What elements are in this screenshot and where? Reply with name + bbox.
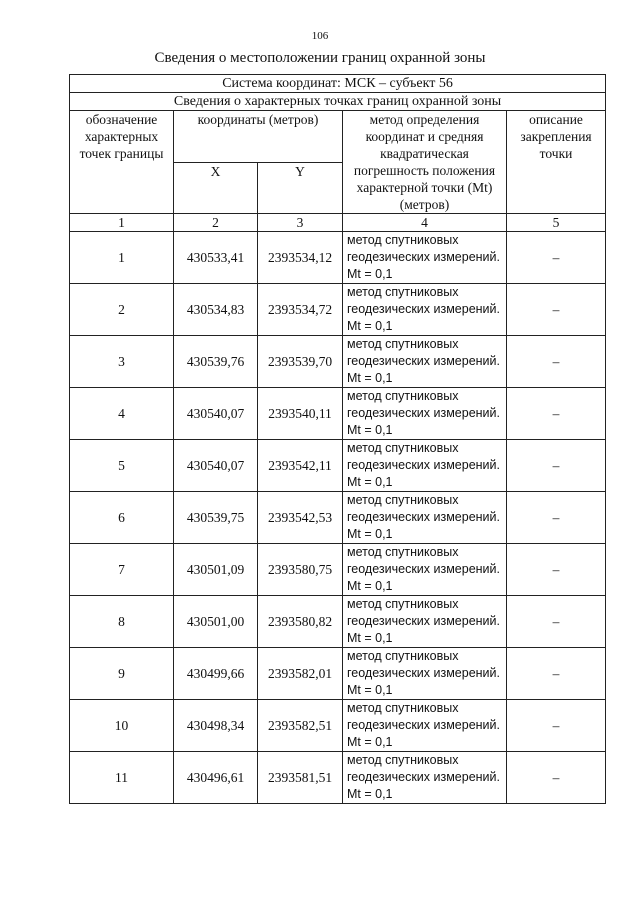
point-number-cell: 1	[70, 232, 174, 284]
x-coordinate-cell: 430501,00	[174, 596, 258, 648]
fixing-description-cell: –	[507, 752, 606, 804]
fixing-description-cell: –	[507, 544, 606, 596]
point-number-cell: 9	[70, 648, 174, 700]
method-cell: метод спутниковых геодезических измерений. Mt = 0,1	[343, 284, 507, 336]
point-number-cell: 8	[70, 596, 174, 648]
method-cell: метод спутниковых геодезических измерений. Mt = 0,1	[343, 492, 507, 544]
fixing-description-cell: –	[507, 388, 606, 440]
fixing-description-cell: –	[507, 648, 606, 700]
method-cell: метод спутниковых геодезических измерений. Mt = 0,1	[343, 596, 507, 648]
method-cell: метод спутниковых геодезических измерений. Mt = 0,1	[343, 752, 507, 804]
method-cell: метод спутниковых геодезических измерений. Mt = 0,1	[343, 544, 507, 596]
y-coordinate-cell: 2393580,75	[258, 544, 343, 596]
table-row	[70, 648, 606, 700]
fixing-description-cell: –	[507, 440, 606, 492]
y-coordinate-cell: 2393540,11	[258, 388, 343, 440]
method-cell: метод спутниковых геодезических измерений. Mt = 0,1	[343, 388, 507, 440]
y-coordinate-cell: 2393539,70	[258, 336, 343, 388]
x-coordinate-cell: 430533,41	[174, 232, 258, 284]
point-number-cell: 4	[70, 388, 174, 440]
header-fixing: описание закрепления точки	[507, 111, 606, 214]
fixing-description-cell: –	[507, 232, 606, 284]
x-coordinate-cell: 430501,09	[174, 544, 258, 596]
method-cell: метод спутниковых геодезических измерений. Mt = 0,1	[343, 232, 507, 284]
x-coordinate-cell: 430540,07	[174, 388, 258, 440]
fixing-description-cell: –	[507, 700, 606, 752]
point-number-cell: 6	[70, 492, 174, 544]
x-coordinate-cell: 430540,07	[174, 440, 258, 492]
fixing-description-cell: –	[507, 492, 606, 544]
method-cell: метод спутниковых геодезических измерений. Mt = 0,1	[343, 700, 507, 752]
point-number-cell: 3	[70, 336, 174, 388]
header-x: X	[174, 162, 258, 214]
y-coordinate-cell: 2393534,72	[258, 284, 343, 336]
column-number: 4	[343, 214, 507, 232]
fixing-description-cell: –	[507, 336, 606, 388]
fixing-description-cell: –	[507, 596, 606, 648]
fixing-description-cell: –	[507, 284, 606, 336]
x-coordinate-cell: 430534,83	[174, 284, 258, 336]
column-number: 1	[70, 214, 174, 232]
boundary-points-table	[69, 74, 606, 804]
x-coordinate-cell: 430496,61	[174, 752, 258, 804]
table-row	[70, 700, 606, 752]
column-number: 2	[174, 214, 258, 232]
x-coordinate-cell: 430498,34	[174, 700, 258, 752]
coord-system-caption: Система координат: МСК – субъект 56	[70, 75, 606, 93]
y-coordinate-cell: 2393542,53	[258, 492, 343, 544]
x-coordinate-cell: 430539,75	[174, 492, 258, 544]
point-number-cell: 11	[70, 752, 174, 804]
y-coordinate-cell: 2393542,11	[258, 440, 343, 492]
y-coordinate-cell: 2393581,51	[258, 752, 343, 804]
y-coordinate-cell: 2393534,12	[258, 232, 343, 284]
column-number: 5	[507, 214, 606, 232]
header-method: метод определения координат и средняя квадратическая погрешность положения характерной точки (Mt) (метров)	[343, 111, 507, 214]
table-row	[70, 752, 606, 804]
x-coordinate-cell: 430539,76	[174, 336, 258, 388]
y-coordinate-cell: 2393580,82	[258, 596, 343, 648]
document-title: Сведения о местоположении границ охранной зоны	[154, 50, 486, 66]
method-cell: метод спутниковых геодезических измерений. Mt = 0,1	[343, 648, 507, 700]
section-caption: Сведения о характерных точках границ охранной зоны	[70, 93, 606, 111]
x-coordinate-cell: 430499,66	[174, 648, 258, 700]
header-y: Y	[258, 162, 343, 214]
y-coordinate-cell: 2393582,01	[258, 648, 343, 700]
point-number-cell: 5	[70, 440, 174, 492]
table-row	[70, 388, 606, 440]
header-coordinates: координаты (метров)	[174, 111, 343, 163]
method-cell: метод спутниковых геодезических измерений. Mt = 0,1	[343, 336, 507, 388]
table-row	[70, 440, 606, 492]
page-number: 106	[311, 30, 329, 42]
table-row	[70, 596, 606, 648]
header-point-designation: обозначение характерных точек границы	[70, 111, 174, 214]
table-row	[70, 284, 606, 336]
table-row	[70, 544, 606, 596]
point-number-cell: 2	[70, 284, 174, 336]
y-coordinate-cell: 2393582,51	[258, 700, 343, 752]
column-number: 3	[258, 214, 343, 232]
column-number-row	[70, 214, 606, 232]
method-cell: метод спутниковых геодезических измерений. Mt = 0,1	[343, 440, 507, 492]
point-number-cell: 7	[70, 544, 174, 596]
table-row	[70, 336, 606, 388]
table-row	[70, 232, 606, 284]
table-row	[70, 492, 606, 544]
point-number-cell: 10	[70, 700, 174, 752]
